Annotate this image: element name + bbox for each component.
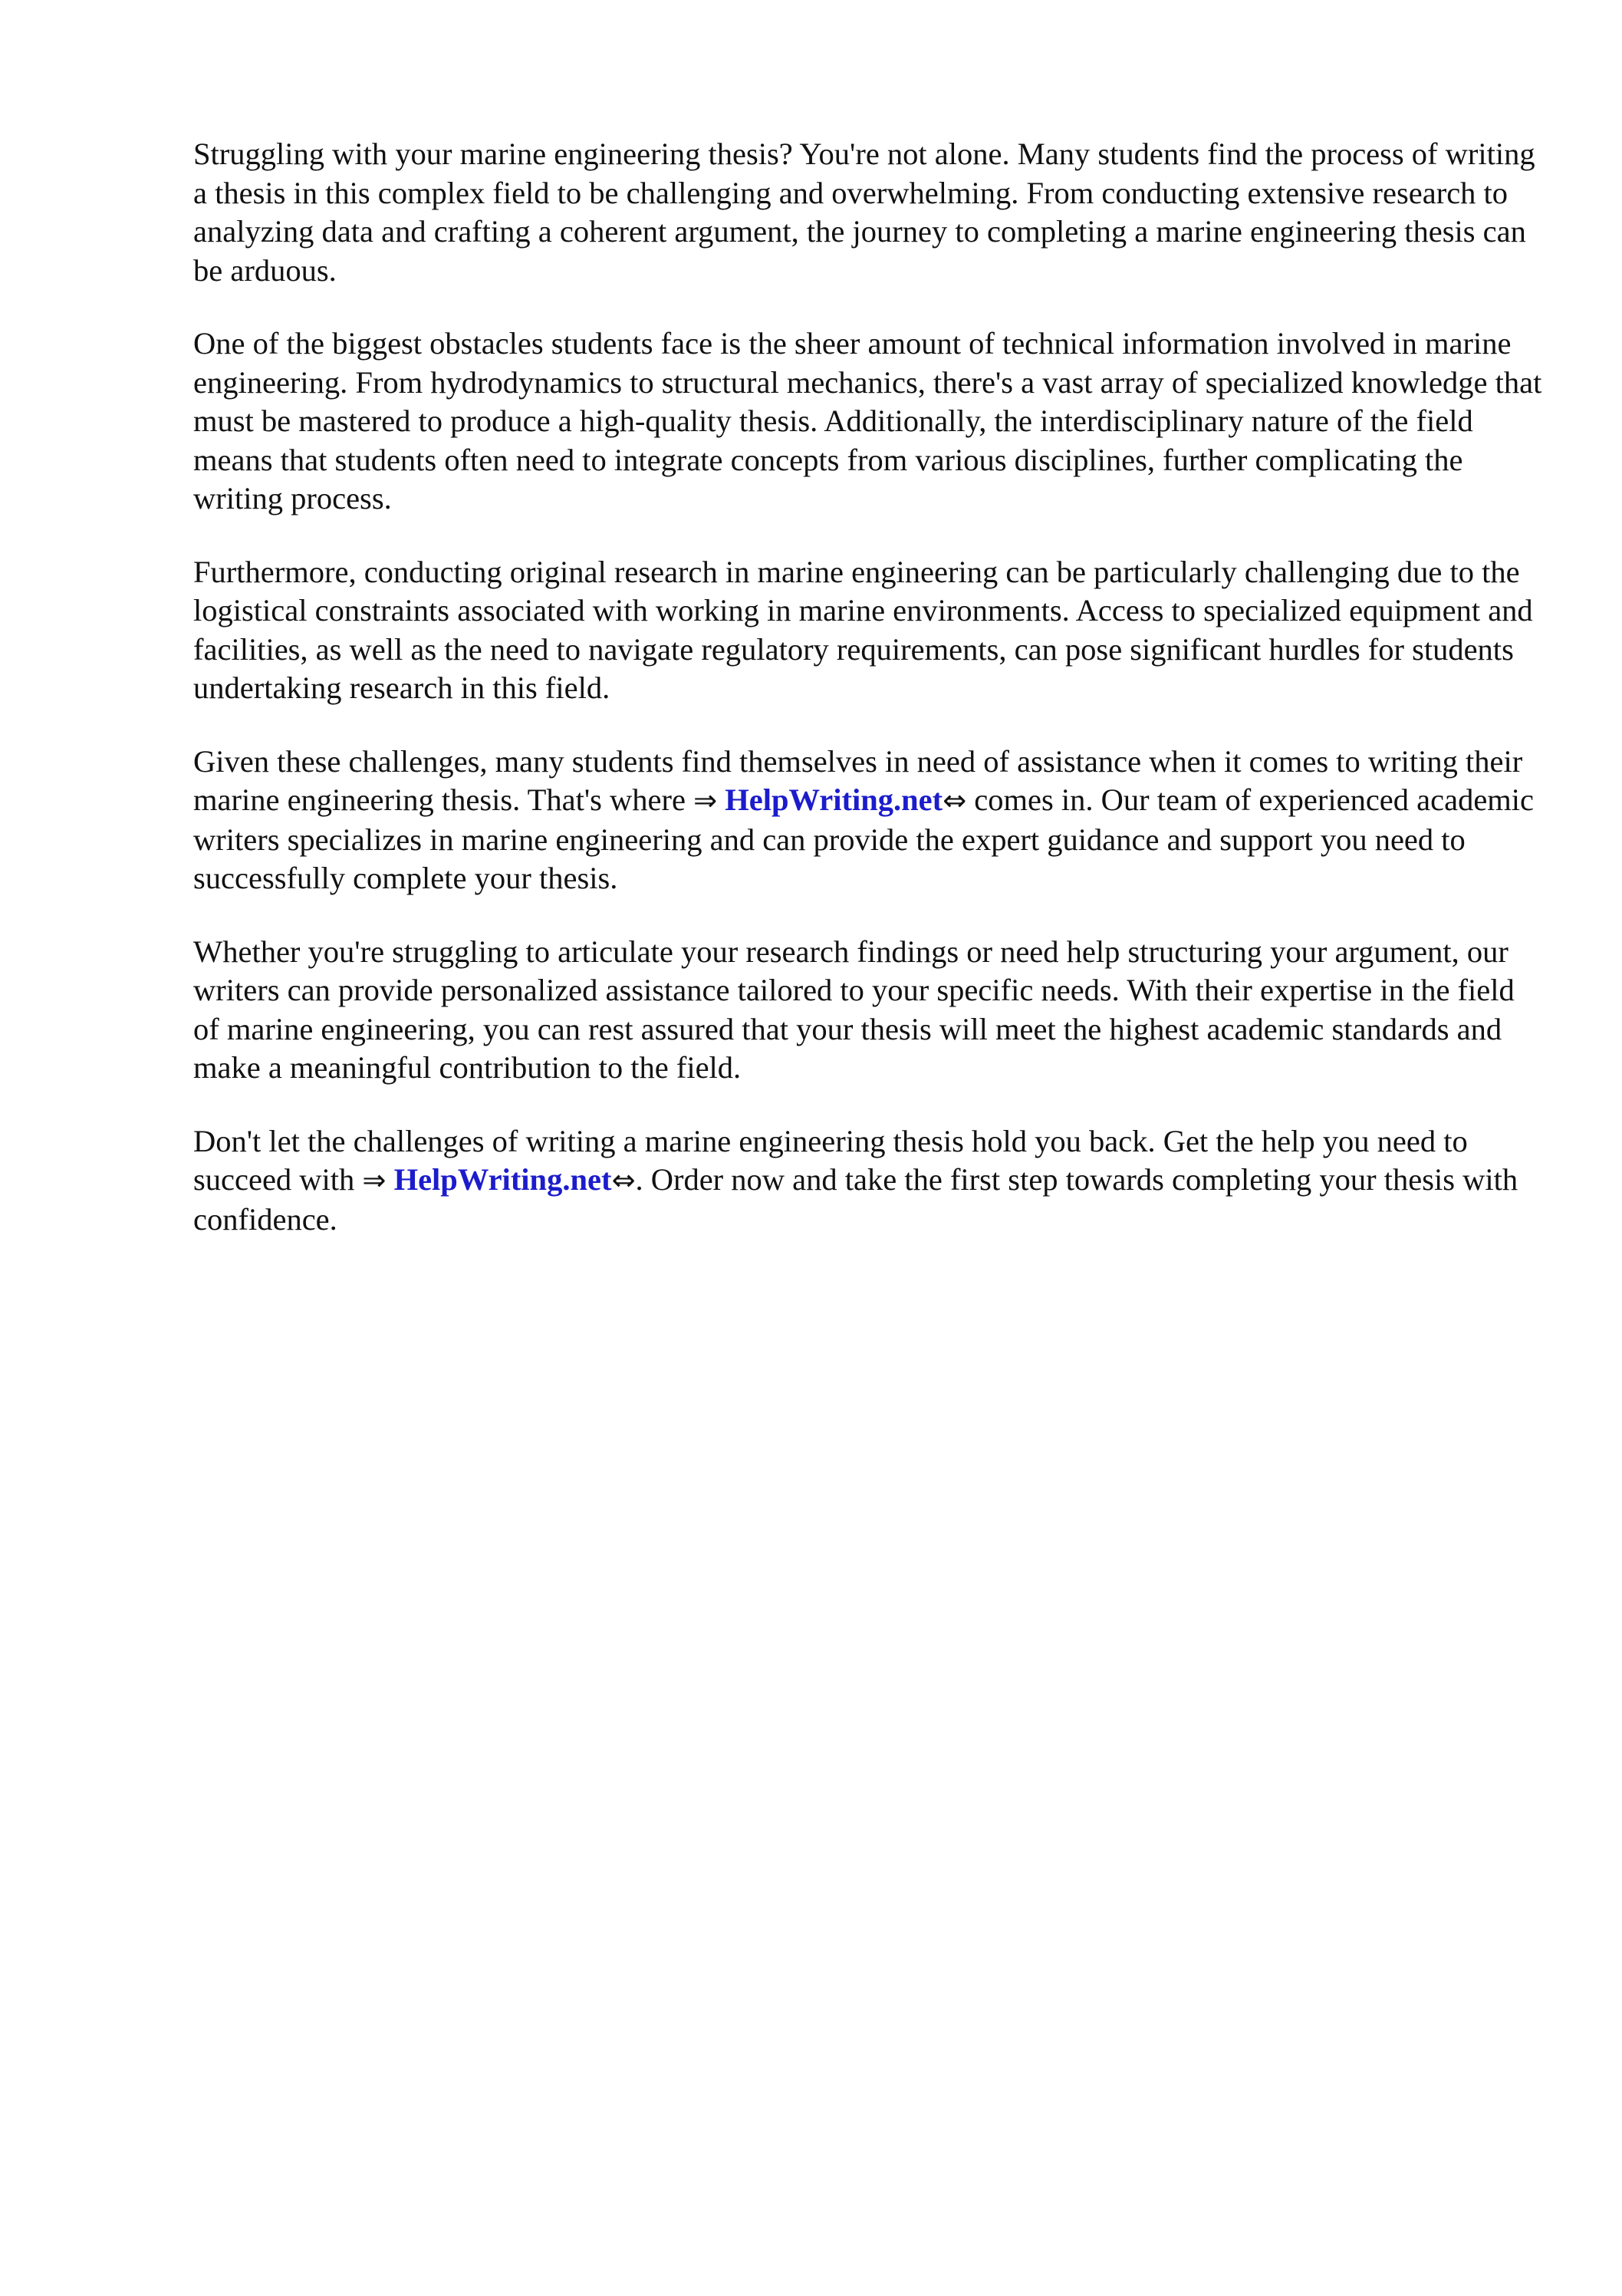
paragraph-assistance-text-after: comes in. Our team of experienced academic writers specializes in marine engineering and can provide the expert guidance and support you need to successfully complete your thesis.: [193, 782, 1535, 895]
paragraph-call-to-action: [193, 1122, 1543, 1240]
helpwriting-link-cta[interactable]: HelpWriting.net: [393, 1162, 612, 1197]
double-arrow-right-icon: ⇒: [362, 1164, 387, 1197]
paragraph-intro: Struggling with your marine engineering thesis? You're not alone. Many students find the process of writing a thesis in this complex field to be challenging and overwhelming. From conducting extensive research to analyzing data and crafting a coherent argument, the journey to completing a marine engineering thesis can be arduous.: [193, 137, 1535, 288]
paragraph-cta-text-before: Don't let the challenges of writing a marine engineering thesis hold you back. Get the help you need to succeed with: [193, 1123, 1468, 1197]
double-arrow-both-icon: ⇔: [611, 1164, 636, 1197]
paragraph-personalized: Whether you're struggling to articulate your research findings or need help structuring your argument, our writers can provide personalized assistance tailored to your specific needs. With their expertise in the field of marine engineering, you can rest assured that your thesis will meet the highest academic standards and make a meaningful contribution to the field.: [193, 934, 1515, 1085]
paragraph-research-challenges: Furthermore, conducting original research in marine engineering can be particularly challenging due to the logistical constraints associated with working in marine environments. Access to specialized equipment and facilities, as well as the need to navigate regulatory requirements, can pose significant hurdles for students undertaking research in this field.: [193, 554, 1533, 705]
paragraph-cta-text-after: . Order now and take the first step towards completing your thesis with confidence.: [193, 1162, 1518, 1237]
paragraph-assistance: [193, 743, 1543, 898]
document-body: [193, 135, 1543, 1273]
double-arrow-both-icon: ⇔: [943, 784, 967, 817]
helpwriting-link[interactable]: HelpWriting.net: [725, 782, 943, 817]
double-arrow-right-icon: ⇒: [693, 784, 718, 817]
paragraph-assistance-text-before: Given these challenges, many students find themselves in need of assistance when it comes to writing their marine engineering thesis. That's where: [193, 743, 1523, 817]
paragraph-obstacles: One of the biggest obstacles students face is the sheer amount of technical information involved in marine engineering. From hydrodynamics to structural mechanics, there's a vast array of specialized knowledge that must be mastered to produce a high-quality thesis. Additionally, the interdisciplinary nature of the field means that students often need to integrate concepts from various disciplines, further complicating the writing process.: [193, 326, 1542, 516]
